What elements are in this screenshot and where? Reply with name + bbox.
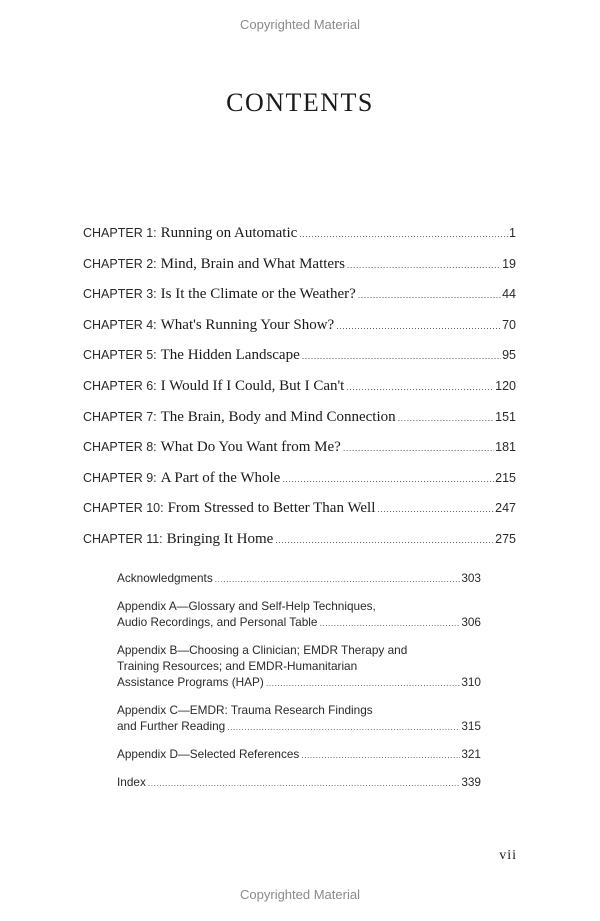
toc-acknowledgments [117,570,481,587]
entry-title-line: Appendix A—Glossary and Self-Help Techniques, [117,599,376,613]
dot-leader [215,571,461,587]
page-number: 275 [495,531,516,546]
chapter-label: CHAPTER 4: [83,317,157,332]
entry-final-line [117,746,481,763]
page-number: 70 [502,317,516,332]
toc-chapter-4 [83,317,516,348]
back-matter-list [117,570,481,802]
toc-chapter-9 [83,470,516,501]
toc-chapter-6 [83,378,516,409]
toc-appendix-a [117,598,481,631]
chapter-title: I Would If I Could, But I Can't [160,377,345,394]
chapter-list [83,225,516,562]
page-number: 181 [495,440,516,455]
entry-final-line [117,774,481,791]
toc-chapter-11 [83,531,516,562]
toc-appendix-c [117,702,481,735]
dot-leader [282,474,494,484]
page-number: 95 [502,348,516,363]
page-number: 321 [461,747,481,761]
dot-leader [227,719,460,735]
chapter-title: Running on Automatic [160,225,298,241]
dot-leader [319,615,460,631]
chapter-title: What Do You Want from Me? [160,439,341,456]
dot-leader [336,321,501,331]
dot-leader [266,675,460,691]
chapter-title: The Hidden Landscape [160,347,300,364]
dot-leader [343,443,494,453]
entry-final-line [117,674,481,691]
chapter-label: CHAPTER 2: [83,256,157,271]
chapter-label: CHAPTER 6: [83,378,157,393]
toc-index [117,774,481,791]
entry-title: Appendix D—Selected References [117,747,300,761]
chapter-label: CHAPTER 1: [83,226,157,240]
toc-appendix-d [117,746,481,763]
dot-leader [377,504,494,514]
toc-chapter-3 [83,286,516,317]
page-number: 19 [502,256,516,271]
page-number: 120 [495,378,516,393]
chapter-label: CHAPTER 10: [83,501,164,516]
chapter-title: From Stressed to Better Than Well [167,500,376,517]
chapter-label: CHAPTER 8: [83,440,157,455]
chapter-label: CHAPTER 11: [83,531,163,546]
entry-title: Index [117,775,146,789]
dot-leader [398,413,495,423]
page-number: 44 [502,287,516,302]
chapter-label: CHAPTER 3: [83,287,157,302]
chapter-label: CHAPTER 9: [83,470,157,485]
entry-final-line [117,570,481,587]
dot-leader [346,382,494,392]
toc-appendix-b [117,642,481,691]
dot-leader [148,775,460,791]
chapter-title: Bringing It Home [166,530,274,547]
page-folio: vii [499,848,517,863]
dot-leader [301,747,460,763]
page-number: 215 [495,470,516,485]
toc-chapter-1 [83,225,516,256]
entry-title-line: Appendix B—Choosing a Clinician; EMDR Therapy and [117,643,408,657]
chapter-label: CHAPTER 7: [83,409,157,424]
watermark-top: Copyrighted Material [240,17,360,32]
toc-chapter-10 [83,500,516,531]
toc-chapter-5 [83,347,516,378]
chapter-label: CHAPTER 5: [83,348,157,363]
chapter-title: Is It the Climate or the Weather? [160,286,356,303]
entry-title-line: Training Resources; and EMDR-Humanitarian [117,659,358,673]
entry-final-line [117,718,481,735]
page-number: 151 [495,409,516,424]
chapter-title: Mind, Brain and What Matters [160,255,345,272]
page-number: 303 [461,571,481,585]
dot-leader [347,260,501,270]
toc-chapter-2 [83,256,516,287]
page-number: 1 [509,226,516,240]
page-number: 310 [461,675,481,689]
dot-leader [299,229,508,239]
page-number: 247 [495,501,516,516]
chapter-title: A Part of the Whole [160,469,281,486]
watermark-bottom: Copyrighted Material [240,887,360,902]
entry-title: Acknowledgments [117,571,213,585]
chapter-title: The Brain, Body and Mind Connection [160,408,396,425]
chapter-title: What's Running Your Show? [160,316,335,333]
dot-leader [358,290,501,300]
page-number: 306 [461,615,481,629]
toc-chapter-7 [83,409,516,440]
entry-title: and Further Reading [117,719,226,733]
dot-leader [275,535,494,545]
entry-title: Audio Recordings, and Personal Table [117,615,318,629]
page-number: 315 [461,719,481,733]
dot-leader [302,351,501,361]
entry-title: Assistance Programs (HAP) [117,675,264,689]
page-title: CONTENTS [226,88,374,117]
entry-final-line [117,614,481,631]
entry-title-line: Appendix C—EMDR: Trauma Research Findings [117,703,373,717]
toc-chapter-8 [83,439,516,470]
page-number: 339 [461,775,481,789]
